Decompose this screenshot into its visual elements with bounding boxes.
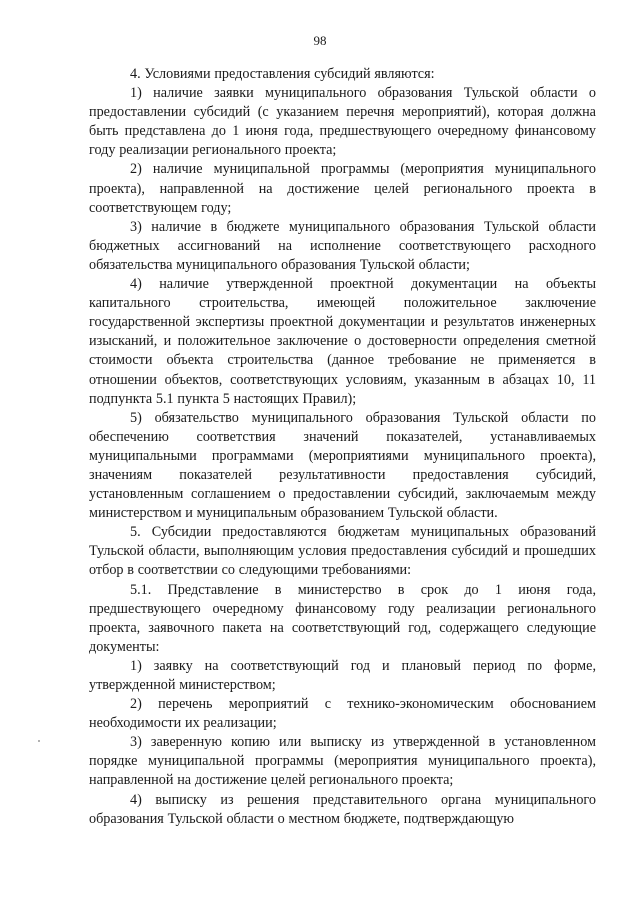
page-number: 98 <box>313 33 327 48</box>
paragraph-document-1: 1) заявку на соответствующий год и плановый период по форме, утвержденной министерством; <box>89 657 596 693</box>
paragraph-condition-5: 5) обязательство муниципального образования Тульской области по обеспечению соответствия значений показателей, устанавливаемых муниципальными программами (мероприятиями муниципального проекта), значениям показателей результативности предоставления субсидий, установленным соглашением о предоставлении субсидий, заключаемым между министерством и муниципальным образованием Тульской области. <box>89 409 596 522</box>
paragraph-condition-3: 3) наличие в бюджете муниципального образования Тульской области бюджетных ассигнований на исполнение соответствующего расходного обязательства муниципального образования Тульской области; <box>89 218 596 273</box>
paragraph-section-5: 5. Субсидии предоставляются бюджетам муниципальных образований Тульской области, выполняющим условия предоставления субсидий и прошедших отбор в соответствии со следующими требованиями: <box>89 524 596 579</box>
scan-speck <box>38 740 40 742</box>
paragraph-conditions-heading: 4. Условиями предоставления субсидий являются: <box>130 66 435 82</box>
document-body <box>89 65 596 829</box>
paragraph-document-4: 4) выписку из решения представительного органа муниципального образования Тульской области о местном бюджете, подтверждающую <box>89 791 596 827</box>
paragraph-document-2: 2) перечень мероприятий с технико-экономическим обоснованием необходимости их реализации; <box>89 696 596 732</box>
paragraph-document-3: 3) заверенную копию или выписку из утвержденной в установленном порядке муниципальной программы (мероприятия муниципального проекта), направленной на достижение целей регионального проекта; <box>89 734 596 789</box>
paragraph-condition-1: 1) наличие заявки муниципального образования Тульской области о предоставлении субсидий (с указанием перечня мероприятий), которая должна быть представлена до 1 июня года, предшествующего очередному финансовому году реализации регионального проекта; <box>89 85 596 159</box>
paragraph-condition-2: 2) наличие муниципальной программы (мероприятия муниципального проекта), направленной на достижение целей регионального проекта в соответствующем году; <box>89 161 596 216</box>
paragraph-section-5-1: 5.1. Представление в министерство в срок до 1 июня года, предшествующего очередному финансовому году реализации регионального проекта, заявочного пакета на соответствующий год, содержащего следующие документы: <box>89 581 596 655</box>
paragraph-condition-4: 4) наличие утвержденной проектной документации на объекты капитального строительства, имеющей положительное заключение государственной экспертизы проектной документации и результатов инженерных изысканий, и положительное заключение о достоверности определения сметной стоимости объекта строительства (данное требование не применяется в отношении объектов, соответствующих условиям, указанным в абзацах 10, 11 подпункта 5.1 пункта 5 настоящих Правил); <box>89 276 596 407</box>
